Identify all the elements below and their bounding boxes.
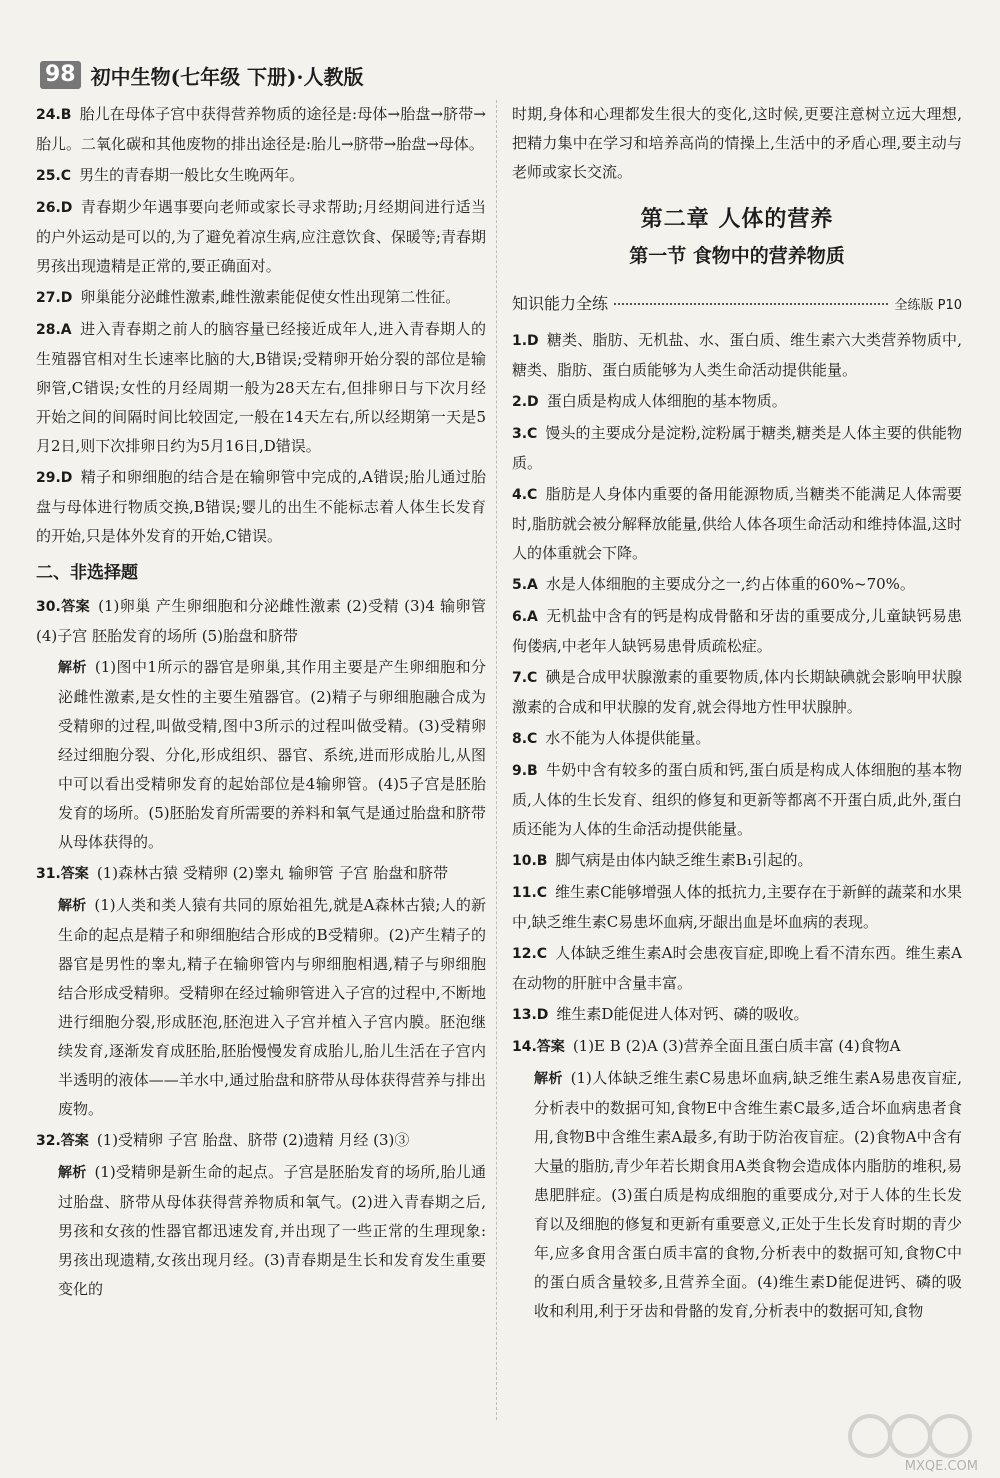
analysis-item — [36, 891, 486, 1124]
item-text: 胎儿在母体子宫中获得营养物质的途径是:母体→胎盘→脐带→胎儿。二氧化碳和其他废物的排出途径是:胎儿→脐带→胎盘→母体。 — [36, 105, 486, 153]
page-number: 98 — [40, 61, 81, 89]
item-label: 31.答案 — [36, 866, 89, 882]
item-label: 29.D — [36, 470, 73, 486]
item-text: 维生素D能促进人体对钙、磷的吸收。 — [556, 1005, 809, 1023]
item-label: 1.D — [512, 333, 539, 349]
answer-item — [512, 480, 962, 568]
answer-item — [512, 419, 962, 478]
item-text: 蛋白质是构成人体细胞的基本物质。 — [546, 392, 787, 410]
answer-item — [512, 1032, 962, 1062]
item-label: 27.D — [36, 290, 73, 306]
answer-item — [36, 161, 486, 191]
item-text: 水是人体细胞的主要成分之一,约占体重的60%~70%。 — [545, 575, 915, 593]
answer-item — [36, 1126, 486, 1156]
item-label: 7.C — [512, 670, 538, 686]
item-text: 维生素C能够增强人体的抵抗力,主要存在于新鲜的蔬菜和水果中,缺乏维生素C易患坏血病,牙龈出血是坏血病的表现。 — [512, 883, 962, 931]
analysis-item — [36, 1158, 486, 1304]
item-text: 糖类、脂肪、无机盐、水、蛋白质、维生素六大类营养物质中,糖类、脂肪、蛋白质能够为人类生命活动提供能量。 — [512, 331, 962, 379]
answer-item — [512, 939, 962, 998]
item-text: 脚气病是由体内缺乏维生素B₁引起的。 — [555, 851, 813, 869]
answer-item — [36, 100, 486, 159]
ability-header — [512, 289, 962, 320]
analysis-label: 解析 — [58, 1165, 87, 1181]
answer-item — [512, 846, 962, 876]
analysis-item — [512, 1064, 962, 1326]
answer-item — [36, 193, 486, 281]
answer-text: (1)受精卵 子宫 胎盘、脐带 (2)遗精 月经 (3)③ — [96, 1131, 410, 1149]
answer-item — [512, 570, 962, 600]
answer-item — [512, 602, 962, 661]
answer-item — [36, 463, 486, 551]
item-text: 卵巢能分泌雌性激素,雌性激素能促使女性出现第二性征。 — [80, 288, 461, 306]
right-column — [512, 100, 962, 1328]
chapter-title: 第二章 人体的营养 — [640, 207, 834, 232]
answer-item — [512, 387, 962, 417]
item-label: 10.B — [512, 853, 548, 869]
analysis-item — [36, 653, 486, 857]
item-label: 2.D — [512, 394, 539, 410]
answer-text: (1)E B (2)A (3)营养全面且蛋白质丰富 (4)食物A — [572, 1037, 901, 1055]
edition-ref: 全练版 P10 — [894, 298, 962, 313]
item-text: 脂肪是人身体内重要的备用能源物质,当糖类不能满足人体需要时,脂肪就会被分解释放能量,供给人体各项生命活动和维持体温,这时人的体重就会下降。 — [512, 485, 962, 562]
watermark-text: MXQE.COM — [904, 1459, 978, 1474]
analysis-label: 解析 — [58, 660, 87, 676]
answer-item — [512, 756, 962, 844]
analysis-text: (1)人类和类人猿有共同的原始祖先,就是A森林古猿;人的新生命的起点是精子和卵细胞结合形成的B受精卵。(2)产生精子的器官是男性的睾丸,精子在输卵管内与卵细胞相遇,精子与卵细胞结合形成受精卵。受精卵在经过输卵管进入子宫的过程中,不断地进行细胞分裂,形成胚泡,胚泡进入子宫并植入子宫内膜。胚泡继续发育,逐渐发育成胚胎,胚胎慢慢发育成胎儿,胎儿生活在子宫内半透明的液体——羊水中,通过胎盘和脐带从母体获得营养与排出废物。 — [58, 896, 487, 1118]
item-text: 人体缺乏维生素A时会患夜盲症,即晚上看不清东西。维生素A在动物的肝脏中含量丰富。 — [512, 944, 962, 992]
answer-item — [36, 283, 486, 313]
answer-text: (1)森林古猿 受精卵 (2)睾丸 输卵管 子宫 胎盘和脐带 — [96, 864, 449, 882]
item-label: 3.C — [512, 426, 538, 442]
item-label: 9.B — [512, 763, 538, 779]
item-label: 26.D — [36, 200, 73, 216]
item-label: 11.C — [512, 885, 548, 901]
section-heading: 第一节 食物中的营养物质 — [629, 245, 845, 267]
item-text: 青春期少年遇事要向老师或家长寻求帮助;月经期间进行适当的户外运动是可以的,为了避免着凉生病,应注意饮食、保暖等;青春期男孩出现遗精是正常的,要正确面对。 — [36, 198, 486, 275]
item-label: 25.C — [36, 168, 72, 184]
book-title: 初中生物(七年级 下册)·人教版 — [90, 64, 364, 89]
item-label: 14.答案 — [512, 1039, 565, 1055]
item-label: 6.A — [512, 609, 538, 625]
item-label: 32.答案 — [36, 1133, 89, 1149]
item-text: 水不能为人体提供能量。 — [545, 729, 711, 747]
item-label: 12.C — [512, 946, 548, 962]
answer-item — [512, 326, 962, 385]
item-label: 24.B — [36, 107, 72, 123]
page-header — [40, 60, 363, 90]
continuation-text: 时期,身体和心理都发生很大的变化,这时候,更要注意树立远大理想,把精力集中在学习和培养高尚的情操上,生活中的矛盾心理,要主动与老师或家长交流。 — [512, 105, 962, 181]
analysis-text: (1)人体缺乏维生素C易患坏血病,缺乏维生素A易患夜盲症,分析表中的数据可知,食物E中含维生素C最多,适合坏血病患者食用,食物B中含维生素A最多,有助于防治夜盲症。(2)食物A中含有大量的脂肪,青少年若长期食用A类食物会造成体内脂肪的堆积,易患肥胖症。(3)蛋白质是构成细胞的重要成分,对于人体的生长发育以及细胞的修复和更新有重要意义,正处于生长发育时期的青少年,应多食用含蛋白质丰富的食物,分析表中的数据可知,食物C中的蛋白质含量较多,且营养全面。(4)维生素D能促进钙、磷的吸收和利用,利于牙齿和骨骼的发育,分析表中的数据可知,食物 — [534, 1069, 962, 1320]
answer-text: (1)卵巢 产生卵细胞和分泌雌性激素 (2)受精 (3)4 输卵管 (4)子宫 胚胎发育的场所 (5)胎盘和脐带 — [36, 597, 486, 645]
item-text: 男生的青春期一般比女生晚两年。 — [79, 166, 305, 184]
answer-item — [36, 859, 486, 889]
item-label: 30.答案 — [36, 599, 91, 615]
answer-item — [512, 1000, 962, 1030]
analysis-label: 解析 — [534, 1071, 563, 1087]
item-label: 13.D — [512, 1007, 549, 1023]
ability-title: 知识能力全练 — [512, 294, 609, 313]
item-label: 5.A — [512, 577, 538, 593]
answer-item — [512, 878, 962, 937]
answer-item — [512, 724, 962, 754]
analysis-label: 解析 — [58, 898, 87, 914]
answer-item — [512, 663, 962, 722]
section-title: 二、非选择题 — [36, 563, 138, 583]
answer-item — [36, 592, 486, 651]
answer-item — [36, 315, 486, 461]
item-text: 进入青春期之前人的脑容量已经接近成年人,进入青春期人的生殖器官相对生长速率比脑的大,B错误;受精卵开始分裂的部位是输卵管,C错误;女性的月经周期一般为28天左右,但排卵日与下次月经开始之间的间隔时间比较固定,一般在14天左右,所以经期第一天是5月2日,则下次排卵日约为5月16日,D错误。 — [36, 320, 486, 455]
dotted-leader — [614, 303, 888, 305]
item-text: 精子和卵细胞的结合是在输卵管中完成的,A错误;胎儿通过胎盘与母体进行物质交换,B错误;婴儿的出生不能标志着人体生长发育的开始,只是体外发育的开始,C错误。 — [36, 468, 486, 545]
analysis-text: (1)图中1所示的器官是卵巢,其作用主要是产生卵细胞和分泌雌性激素,是女性的主要生殖器官。(2)精子与卵细胞融合成为受精卵的过程,叫做受精,图中3所示的过程叫做受精。(3)受精卵经过细胞分裂、分化,形成组织、器官、系统,进而形成胎儿,从图中可以看出受精卵发育的起始部位是4输卵管。(4)5子宫是胚胎发育的场所。(5)胚胎发育所需要的养料和氧气是通过胎盘和脐带从母体获得的。 — [58, 658, 487, 851]
analysis-text: (1)受精卵是新生命的起点。子宫是胚胎发育的场所,胎儿通过胎盘、脐带从母体获得营养物质和氧气。(2)进入青春期之后,男孩和女孩的性器官都迅速发育,并出现了一些正常的生理现象:男孩出现遗精,女孩出现月经。(3)青春期是生长和发育发生重要变化的 — [58, 1163, 486, 1298]
item-label: 28.A — [36, 322, 72, 338]
item-label: 8.C — [512, 731, 538, 747]
item-text: 碘是合成甲状腺激素的重要物质,体内长期缺碘就会影响甲状腺激素的合成和甲状腺的发育,就会得地方性甲状腺肿。 — [512, 668, 962, 716]
column-divider — [496, 100, 497, 1420]
item-text: 馒头的主要成分是淀粉,淀粉属于糖类,糖类是人体主要的供能物质。 — [512, 424, 962, 472]
left-column — [36, 100, 486, 1306]
item-text: 牛奶中含有较多的蛋白质和钙,蛋白质是构成人体细胞的基本物质,人体的生长发育、组织的修复和更新等都离不开蛋白质,此外,蛋白质还能为人体的生命活动提供能量。 — [512, 761, 962, 838]
item-text: 无机盐中含有的钙是构成骨骼和牙齿的重要成分,儿童缺钙易患佝偻病,中老年人缺钙易患骨质疏松症。 — [512, 607, 962, 655]
item-label: 4.C — [512, 487, 538, 503]
